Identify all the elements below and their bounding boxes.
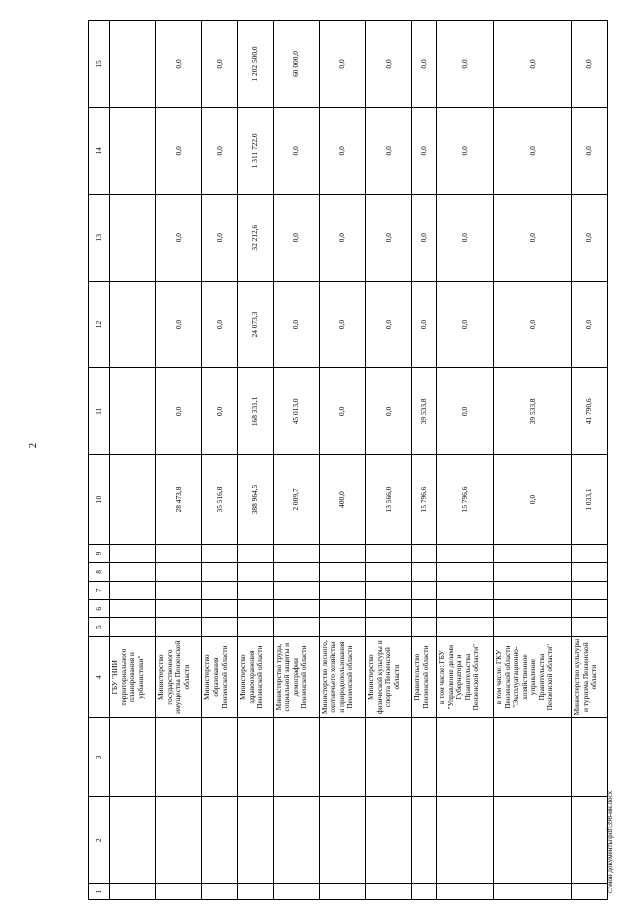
column-header-2: 2	[89, 797, 110, 884]
amount-cell-col-13: 0,0	[437, 194, 494, 281]
column-header-14: 14	[89, 107, 110, 194]
amount-cell-col-13: 0,0	[156, 194, 202, 281]
amount-cell-col-15: 0,0	[437, 21, 494, 108]
column-header-6: 6	[89, 600, 110, 618]
empty-cell-col-7	[238, 581, 274, 599]
executor-name-cell: Министерство здравоохранения Пензенской области	[238, 636, 274, 718]
empty-cell-col-1	[437, 884, 494, 900]
amount-cell-col-14: 0,0	[437, 107, 494, 194]
empty-cell-col-6	[572, 600, 608, 618]
empty-cell-col-8	[366, 563, 412, 581]
empty-cell-col-5	[238, 618, 274, 636]
amount-cell-col-13: 0,0	[202, 194, 238, 281]
empty-cell-col-2	[238, 797, 274, 884]
column-header-12: 12	[89, 281, 110, 368]
empty-cell-col-3	[110, 718, 156, 797]
footer-file-path: c:\мои документы\pdf\398-ин.docx	[606, 790, 614, 893]
amount-cell-col-13: 0,0	[366, 194, 412, 281]
empty-cell-col-5	[202, 618, 238, 636]
empty-cell-col-5	[156, 618, 202, 636]
column-header-15: 15	[89, 21, 110, 108]
empty-cell-col-2	[412, 797, 437, 884]
empty-cell-col-9	[156, 544, 202, 562]
empty-cell-col-6	[319, 600, 365, 618]
amount-cell-col-13	[110, 194, 156, 281]
empty-cell-col-6	[494, 600, 572, 618]
table-row	[412, 21, 437, 900]
empty-cell-col-7	[273, 581, 319, 599]
budget-table-sheet	[88, 20, 608, 900]
empty-cell-col-6	[238, 600, 274, 618]
empty-cell-col-9	[319, 544, 365, 562]
empty-cell-col-3	[156, 718, 202, 797]
empty-cell-col-3	[202, 718, 238, 797]
empty-cell-col-2	[437, 797, 494, 884]
empty-cell-col-2	[572, 797, 608, 884]
amount-cell-col-15	[110, 21, 156, 108]
amount-cell-col-10: 0,0	[494, 455, 572, 544]
executor-name-cell: Министерство лесного, охотничьего хозяйства и природопользования Пензенской области	[319, 636, 365, 718]
empty-cell-col-8	[273, 563, 319, 581]
empty-cell-col-8	[110, 563, 156, 581]
empty-cell-col-9	[366, 544, 412, 562]
executor-name-cell: Министерство труда, социальной защиты и демографии Пензенской области	[273, 636, 319, 718]
empty-cell-col-1	[366, 884, 412, 900]
table-row	[273, 21, 319, 900]
empty-cell-col-7	[110, 581, 156, 599]
amount-cell-col-10: 15 796,6	[437, 455, 494, 544]
empty-cell-col-3	[572, 718, 608, 797]
empty-cell-col-2	[366, 797, 412, 884]
empty-cell-col-6	[366, 600, 412, 618]
amount-cell-col-14: 0,0	[412, 107, 437, 194]
empty-cell-col-9	[110, 544, 156, 562]
amount-cell-col-12: 0,0	[494, 281, 572, 368]
empty-cell-col-1	[572, 884, 608, 900]
column-header-8: 8	[89, 563, 110, 581]
budget-table	[88, 20, 608, 900]
amount-cell-col-13: 0,0	[412, 194, 437, 281]
amount-cell-col-12: 0,0	[572, 281, 608, 368]
empty-cell-col-8	[572, 563, 608, 581]
empty-cell-col-9	[412, 544, 437, 562]
amount-cell-col-12: 0,0	[202, 281, 238, 368]
page-number: 2	[28, 443, 39, 448]
empty-cell-col-7	[412, 581, 437, 599]
amount-cell-col-12: 0,0	[437, 281, 494, 368]
table-row	[494, 21, 572, 900]
empty-cell-col-5	[366, 618, 412, 636]
empty-cell-col-2	[494, 797, 572, 884]
empty-cell-col-8	[238, 563, 274, 581]
amount-cell-col-12: 0,0	[273, 281, 319, 368]
empty-cell-col-3	[273, 718, 319, 797]
amount-cell-col-14: 0,0	[366, 107, 412, 194]
empty-cell-col-3	[238, 718, 274, 797]
empty-cell-col-9	[238, 544, 274, 562]
empty-cell-col-8	[412, 563, 437, 581]
amount-cell-col-15: 0,0	[156, 21, 202, 108]
empty-cell-col-7	[319, 581, 365, 599]
amount-cell-col-14: 0,0	[572, 107, 608, 194]
table-row	[110, 21, 156, 900]
table-row	[156, 21, 202, 900]
column-header-7: 7	[89, 581, 110, 599]
amount-cell-col-11: 0,0	[437, 368, 494, 455]
amount-cell-col-11	[110, 368, 156, 455]
amount-cell-col-10: 388 964,5	[238, 455, 274, 544]
empty-cell-col-1	[202, 884, 238, 900]
amount-cell-col-14: 0,0	[156, 107, 202, 194]
amount-cell-col-12: 24 073,3	[238, 281, 274, 368]
amount-cell-col-11: 0,0	[319, 368, 365, 455]
column-header-4: 4	[89, 636, 110, 718]
empty-cell-col-6	[437, 600, 494, 618]
amount-cell-col-15: 60 000,0	[273, 21, 319, 108]
empty-cell-col-3	[319, 718, 365, 797]
executor-name-cell: Министерство физической культуры и спорта Пензенской области	[366, 636, 412, 718]
amount-cell-col-14	[110, 107, 156, 194]
amount-cell-col-12: 0,0	[366, 281, 412, 368]
amount-cell-col-11: 0,0	[202, 368, 238, 455]
table-row	[366, 21, 412, 900]
amount-cell-col-10	[110, 455, 156, 544]
column-header-10: 10	[89, 455, 110, 544]
amount-cell-col-15: 0,0	[202, 21, 238, 108]
empty-cell-col-2	[110, 797, 156, 884]
empty-cell-col-6	[110, 600, 156, 618]
empty-cell-col-6	[156, 600, 202, 618]
empty-cell-col-5	[437, 618, 494, 636]
column-header-5: 5	[89, 618, 110, 636]
empty-cell-col-9	[494, 544, 572, 562]
amount-cell-col-14: 0,0	[202, 107, 238, 194]
column-header-3: 3	[89, 718, 110, 797]
empty-cell-col-8	[437, 563, 494, 581]
empty-cell-col-9	[437, 544, 494, 562]
empty-cell-col-1	[273, 884, 319, 900]
amount-cell-col-11: 0,0	[156, 368, 202, 455]
amount-cell-col-10: 400,0	[319, 455, 365, 544]
executor-name-cell: ГБУ "НИИ территориального планирования и урбанистики"	[110, 636, 156, 718]
amount-cell-col-10: 1 033,1	[572, 455, 608, 544]
amount-cell-col-15: 1 202 500,0	[238, 21, 274, 108]
empty-cell-col-9	[572, 544, 608, 562]
table-row	[437, 21, 494, 900]
amount-cell-col-10: 2 009,7	[273, 455, 319, 544]
executor-name-cell: Министерство образования Пензенской области	[202, 636, 238, 718]
empty-cell-col-2	[156, 797, 202, 884]
empty-cell-col-5	[273, 618, 319, 636]
amount-cell-col-15: 0,0	[572, 21, 608, 108]
table-row	[238, 21, 274, 900]
column-header-11: 11	[89, 368, 110, 455]
executor-name-cell: Министерство культуры и туризма Пензенской области	[572, 636, 608, 718]
empty-cell-col-5	[412, 618, 437, 636]
empty-cell-col-2	[202, 797, 238, 884]
empty-cell-col-8	[202, 563, 238, 581]
amount-cell-col-10: 13 566,0	[366, 455, 412, 544]
amount-cell-col-14: 0,0	[494, 107, 572, 194]
empty-cell-col-2	[273, 797, 319, 884]
empty-cell-col-6	[412, 600, 437, 618]
empty-cell-col-7	[366, 581, 412, 599]
amount-cell-col-12: 0,0	[319, 281, 365, 368]
amount-cell-col-11: 39 533,8	[412, 368, 437, 455]
amount-cell-col-14: 0,0	[319, 107, 365, 194]
empty-cell-col-7	[156, 581, 202, 599]
executor-name-cell: в том числе: ГБУ "Управление делами Губернатора и Правительства Пензенской области"	[437, 636, 494, 718]
amount-cell-col-11: 45 013,0	[273, 368, 319, 455]
empty-cell-col-1	[238, 884, 274, 900]
empty-cell-col-5	[110, 618, 156, 636]
empty-cell-col-3	[494, 718, 572, 797]
executor-name-cell: в том числе: ГКУ Пензенской области "Эксплуатационно-хозяйственное управление Правительства Пензенской области"	[494, 636, 572, 718]
empty-cell-col-7	[494, 581, 572, 599]
empty-cell-col-5	[494, 618, 572, 636]
amount-cell-col-12	[110, 281, 156, 368]
amount-cell-col-15: 0,0	[319, 21, 365, 108]
empty-cell-col-2	[319, 797, 365, 884]
empty-cell-col-8	[156, 563, 202, 581]
column-header-13: 13	[89, 194, 110, 281]
table-body	[110, 21, 608, 900]
empty-cell-col-9	[273, 544, 319, 562]
table-row	[572, 21, 608, 900]
header-row	[89, 21, 110, 900]
amount-cell-col-14: 1 311 722,0	[238, 107, 274, 194]
empty-cell-col-3	[412, 718, 437, 797]
column-header-9: 9	[89, 544, 110, 562]
table-row	[202, 21, 238, 900]
empty-cell-col-6	[273, 600, 319, 618]
empty-cell-col-7	[572, 581, 608, 599]
empty-cell-col-7	[202, 581, 238, 599]
amount-cell-col-11: 0,0	[366, 368, 412, 455]
amount-cell-col-10: 35 516,8	[202, 455, 238, 544]
table-row	[319, 21, 365, 900]
empty-cell-col-7	[437, 581, 494, 599]
empty-cell-col-8	[494, 563, 572, 581]
empty-cell-col-1	[156, 884, 202, 900]
empty-cell-col-6	[202, 600, 238, 618]
amount-cell-col-13: 0,0	[319, 194, 365, 281]
amount-cell-col-15: 0,0	[494, 21, 572, 108]
amount-cell-col-11: 168 331,1	[238, 368, 274, 455]
empty-cell-col-3	[437, 718, 494, 797]
empty-cell-col-9	[202, 544, 238, 562]
empty-cell-col-8	[319, 563, 365, 581]
amount-cell-col-10: 15 796,6	[412, 455, 437, 544]
amount-cell-col-13: 0,0	[494, 194, 572, 281]
executor-name-cell: Правительство Пензенской области	[412, 636, 437, 718]
executor-name-cell: Министерство государственного имущества Пензенской области	[156, 636, 202, 718]
empty-cell-col-1	[494, 884, 572, 900]
amount-cell-col-12: 0,0	[412, 281, 437, 368]
amount-cell-col-12: 0,0	[156, 281, 202, 368]
empty-cell-col-5	[572, 618, 608, 636]
amount-cell-col-11: 39 533,8	[494, 368, 572, 455]
amount-cell-col-13: 0,0	[572, 194, 608, 281]
amount-cell-col-11: 41 790,6	[572, 368, 608, 455]
amount-cell-col-15: 0,0	[366, 21, 412, 108]
amount-cell-col-13: 0,0	[273, 194, 319, 281]
empty-cell-col-1	[319, 884, 365, 900]
amount-cell-col-10: 28 473,8	[156, 455, 202, 544]
amount-cell-col-15: 0,0	[412, 21, 437, 108]
amount-cell-col-13: 32 212,6	[238, 194, 274, 281]
amount-cell-col-14: 0,0	[273, 107, 319, 194]
empty-cell-col-1	[412, 884, 437, 900]
empty-cell-col-5	[319, 618, 365, 636]
empty-cell-col-1	[110, 884, 156, 900]
column-header-1: 1	[89, 884, 110, 900]
empty-cell-col-3	[366, 718, 412, 797]
